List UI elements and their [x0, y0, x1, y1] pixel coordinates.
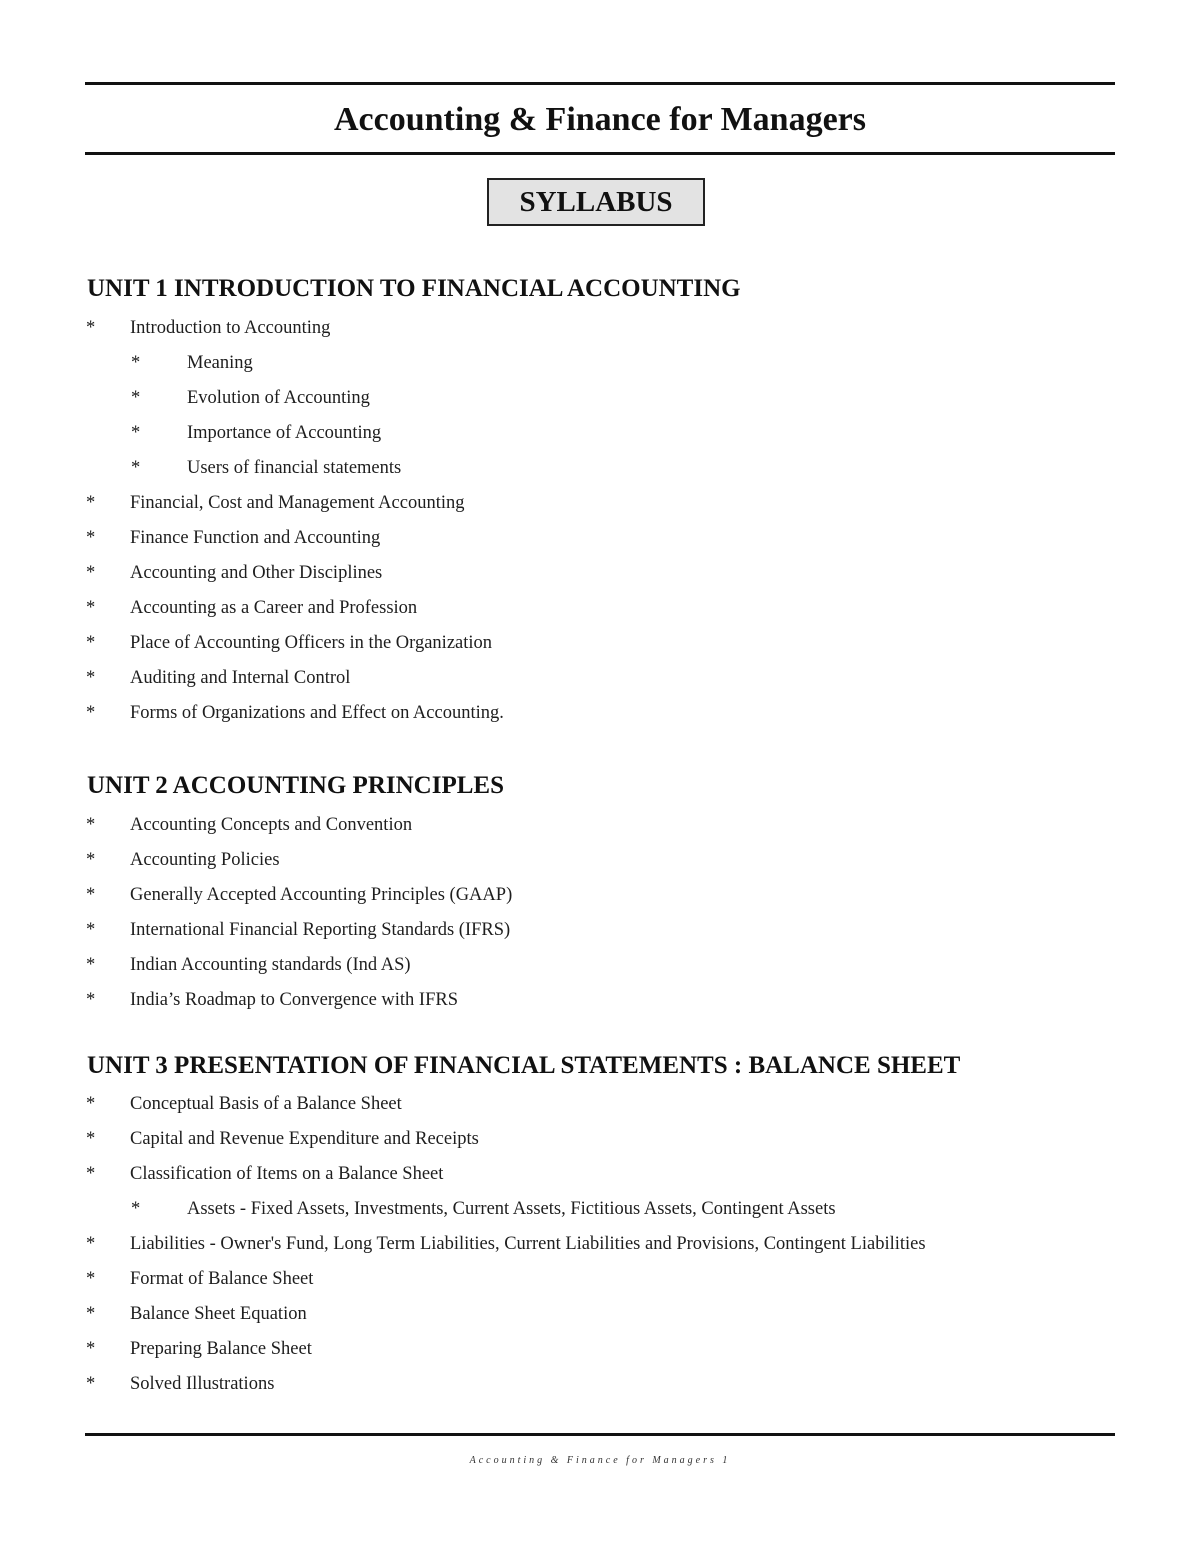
- footer-rule: [85, 1433, 1115, 1436]
- unit-3-heading: UNIT 3 PRESENTATION OF FINANCIAL STATEMENTS : BALANCE SHEET: [87, 1052, 961, 1079]
- list-item-text: Importance of Accounting: [187, 423, 382, 443]
- list-item-text: Forms of Organizations and Effect on Accounting.: [130, 703, 504, 723]
- asterisk-bullet-icon: *: [86, 955, 96, 975]
- asterisk-bullet-icon: *: [131, 423, 141, 443]
- list-item-text: Accounting and Other Disciplines: [130, 563, 383, 583]
- list-item-text: Preparing Balance Sheet: [130, 1339, 312, 1359]
- list-item-text: Capital and Revenue Expenditure and Receipts: [130, 1129, 479, 1149]
- asterisk-bullet-icon: *: [86, 598, 96, 618]
- list-item-text: Evolution of Accounting: [187, 388, 370, 408]
- list-item-text: Accounting Concepts and Convention: [130, 815, 413, 835]
- asterisk-bullet-icon: *: [86, 885, 96, 905]
- top-rule: [85, 82, 1115, 85]
- document-title: Accounting & Finance for Managers: [334, 101, 866, 138]
- asterisk-bullet-icon: *: [86, 633, 96, 653]
- asterisk-bullet-icon: *: [131, 353, 141, 373]
- list-item-text: Accounting Policies: [130, 850, 280, 870]
- list-item-text: Introduction to Accounting: [130, 318, 331, 338]
- list-item-text: International Financial Reporting Standards (IFRS): [130, 920, 511, 940]
- footer-text: Accounting & Finance for Managers 1: [469, 1455, 731, 1466]
- title-underline-rule: [85, 152, 1115, 155]
- asterisk-bullet-icon: *: [86, 1094, 96, 1114]
- list-item-text: Users of financial statements: [187, 458, 402, 478]
- asterisk-bullet-icon: *: [86, 1304, 96, 1324]
- asterisk-bullet-icon: *: [86, 850, 96, 870]
- asterisk-bullet-icon: *: [86, 318, 96, 338]
- syllabus-label-box: SYLLABUS: [487, 178, 705, 226]
- list-item-text: Financial, Cost and Management Accounting: [130, 493, 465, 513]
- asterisk-bullet-icon: *: [131, 1199, 141, 1219]
- list-item-text: Format of Balance Sheet: [130, 1269, 314, 1289]
- asterisk-bullet-icon: *: [86, 563, 96, 583]
- list-item-text: Conceptual Basis of a Balance Sheet: [130, 1094, 402, 1114]
- list-item-text: Indian Accounting standards (Ind AS): [130, 955, 411, 975]
- list-item-text: Meaning: [187, 353, 253, 373]
- asterisk-bullet-icon: *: [86, 1374, 96, 1394]
- asterisk-bullet-icon: *: [86, 1269, 96, 1289]
- asterisk-bullet-icon: *: [86, 815, 96, 835]
- asterisk-bullet-icon: *: [86, 1164, 96, 1184]
- list-item-text: Auditing and Internal Control: [130, 668, 351, 688]
- asterisk-bullet-icon: *: [86, 990, 96, 1010]
- list-item-text: Balance Sheet Equation: [130, 1304, 307, 1324]
- asterisk-bullet-icon: *: [86, 528, 96, 548]
- asterisk-bullet-icon: *: [131, 458, 141, 478]
- unit-1-heading: UNIT 1 INTRODUCTION TO FINANCIAL ACCOUNTING: [87, 275, 741, 302]
- asterisk-bullet-icon: *: [86, 493, 96, 513]
- list-item-text: Place of Accounting Officers in the Organization: [130, 633, 493, 653]
- list-item-text: Accounting as a Career and Profession: [130, 598, 418, 618]
- list-item-text: Finance Function and Accounting: [130, 528, 381, 548]
- list-item-text: Assets - Fixed Assets, Investments, Current Assets, Fictitious Assets, Contingent Assets: [187, 1199, 836, 1219]
- unit-2-heading: UNIT 2 ACCOUNTING PRINCIPLES: [87, 772, 504, 799]
- list-item-text: Generally Accepted Accounting Principles (GAAP): [130, 885, 513, 905]
- asterisk-bullet-icon: *: [131, 388, 141, 408]
- list-item-text: Liabilities - Owner's Fund, Long Term Liabilities, Current Liabilities and Provisions, Contingent Liabilities: [130, 1234, 926, 1254]
- list-item-text: India’s Roadmap to Convergence with IFRS: [130, 990, 458, 1010]
- asterisk-bullet-icon: *: [86, 1129, 96, 1149]
- list-item-text: Solved Illustrations: [130, 1374, 275, 1394]
- asterisk-bullet-icon: *: [86, 920, 96, 940]
- asterisk-bullet-icon: *: [86, 703, 96, 723]
- asterisk-bullet-icon: *: [86, 1234, 96, 1254]
- asterisk-bullet-icon: *: [86, 668, 96, 688]
- list-item-text: Classification of Items on a Balance Sheet: [130, 1164, 444, 1184]
- asterisk-bullet-icon: *: [86, 1339, 96, 1359]
